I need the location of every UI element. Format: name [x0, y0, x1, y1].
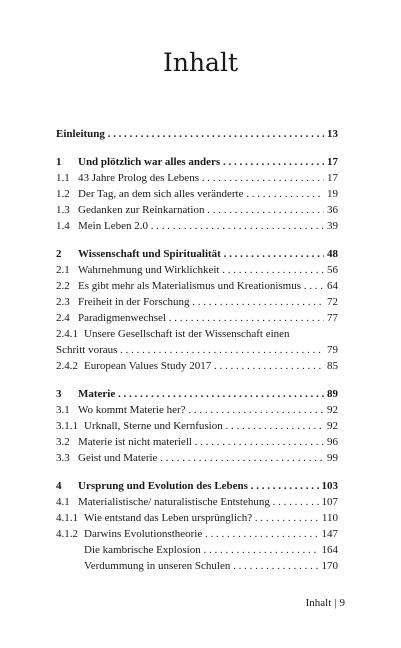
toc-entry-text: European Values Study 2017 . . . — [84, 358, 338, 374]
toc-entry-page: 96 — [324, 434, 338, 450]
toc-entry-text: Der Tag, an dem sich alles veränderte . . . — [78, 186, 338, 202]
toc-entry-text: Paradigmenwechsel . . . — [78, 310, 338, 326]
toc-entry-page: 164 — [319, 542, 339, 558]
toc-entry-page: 36 — [324, 202, 338, 218]
toc-entry[interactable] — [56, 418, 338, 434]
toc-entry-number: 2.4 — [56, 312, 70, 324]
toc-entry[interactable] — [56, 326, 338, 342]
toc-entry-number: 4.1.1 — [56, 512, 78, 524]
toc-entry-number: 2.3 — [56, 296, 70, 308]
toc-entry[interactable] — [56, 542, 338, 558]
toc-entry-number: 1.1 — [56, 172, 70, 184]
toc-entry[interactable] — [56, 510, 338, 526]
toc-entry-page: 64 — [324, 278, 338, 294]
toc-entry-text: Wie entstand das Leben ursprünglich? . . . — [84, 510, 338, 526]
toc-entry-page: 147 — [319, 526, 339, 542]
running-header-label: Inhalt — [305, 597, 332, 609]
toc-entry-text: Einleitung . . . — [56, 126, 338, 142]
toc-chapter-2[interactable] — [56, 246, 338, 262]
toc-entry-page: 19 — [324, 186, 338, 202]
toc-entry-number: 2.2 — [56, 280, 70, 292]
toc-entry-page: 92 — [324, 402, 338, 418]
toc-entry-page: 170 — [319, 558, 339, 574]
toc-entry-text: Geist und Materie . . . — [78, 450, 338, 466]
toc-entry-text: Materialistische/ naturalistische Entstehung . . . — [78, 494, 338, 510]
toc-entry-text: Darwins Evolutionstheorie . . . — [84, 526, 338, 542]
toc-entry-text: Freiheit in der Forschung . . . — [78, 294, 338, 310]
toc-entry-page: 92 — [324, 418, 338, 434]
toc-entry-text: Ursprung und Evolution des Lebens . . . — [78, 478, 338, 494]
toc-entry-page: 110 — [319, 510, 338, 526]
toc-entry-number: 2.4.2 — [56, 360, 78, 372]
toc-entry-text: Unsere Gesellschaft ist der Wissenschaft einen — [84, 328, 290, 340]
toc-entry-number: 2.4.1 — [56, 328, 78, 340]
toc-entry[interactable] — [56, 202, 338, 218]
toc-entry-text: Mein Leben 2.0 . . . — [78, 218, 338, 234]
toc-entry-number: 4.1 — [56, 496, 70, 508]
toc-entry[interactable] — [56, 434, 338, 450]
toc-entry-text: Urknall, Sterne und Kernfusion . . . — [84, 418, 338, 434]
toc-entry[interactable] — [56, 218, 338, 234]
toc-entry-page: 85 — [324, 358, 338, 374]
toc-entry-number: 3.3 — [56, 452, 70, 464]
toc-entry-continuation[interactable] — [56, 342, 338, 358]
toc-entry-page: 103 — [319, 478, 339, 494]
toc-entry-number: 2 — [56, 248, 62, 260]
toc-entry-number: 3 — [56, 388, 62, 400]
toc-entry-text: Schritt voraus . . . — [56, 342, 338, 358]
toc-entry-page: 77 — [324, 310, 338, 326]
toc-entry-text: Materie . . . — [78, 386, 338, 402]
toc-entry-number: 3.1.1 — [56, 420, 78, 432]
toc-entry[interactable] — [56, 450, 338, 466]
toc-entry-number: 1.2 — [56, 188, 70, 200]
toc-entry[interactable] — [56, 262, 338, 278]
toc-entry[interactable] — [56, 278, 338, 294]
toc-entry-text: Wahrnehmung und Wirklichkeit . . . — [78, 262, 338, 278]
toc-entry-text: Verdummung in unseren Schulen . . . — [84, 558, 338, 574]
toc-entry[interactable] — [56, 186, 338, 202]
page-title: Inhalt — [162, 48, 239, 77]
toc-entry-number: 3.1 — [56, 404, 70, 416]
toc-entry-page: 48 — [324, 246, 338, 262]
toc-entry-page: 39 — [324, 218, 338, 234]
toc-entry-introduction[interactable] — [56, 126, 338, 142]
toc-entry-number: 1 — [56, 156, 62, 168]
toc-entry-number: 1.4 — [56, 220, 70, 232]
toc-chapter-3[interactable] — [56, 386, 338, 402]
toc-entry-text: Wissenschaft und Spiritualität . . . — [78, 246, 338, 262]
toc-entry-text: Materie ist nicht materiell . . . — [78, 434, 338, 450]
toc-entry-number: 3.2 — [56, 436, 70, 448]
toc-entry-text: Wo kommt Materie her? . . . — [78, 402, 338, 418]
toc-entry-text: Und plötzlich war alles anders . . . — [78, 154, 338, 170]
toc-entry[interactable] — [56, 358, 338, 374]
toc-entry-text: Es gibt mehr als Materialismus und Kreationismus . . . — [78, 278, 338, 294]
toc-entry[interactable] — [56, 310, 338, 326]
table-of-contents — [56, 126, 338, 574]
toc-entry-page: 79 — [324, 342, 338, 358]
page-number: 9 — [339, 597, 345, 609]
toc-chapter-1[interactable] — [56, 154, 338, 170]
toc-entry-text: Gedanken zur Reinkarnation . . . — [78, 202, 338, 218]
toc-entry[interactable] — [56, 558, 338, 574]
toc-entry-page: 17 — [324, 170, 338, 186]
toc-entry-text: Die kambrische Explosion . . . — [84, 542, 338, 558]
footer-separator: | — [334, 597, 337, 609]
toc-entry[interactable] — [56, 170, 338, 186]
page-footer — [306, 597, 345, 609]
toc-entry-number: 4 — [56, 480, 62, 492]
toc-entry-page: 107 — [319, 494, 339, 510]
toc-chapter-4[interactable] — [56, 478, 338, 494]
toc-entry-page: 72 — [324, 294, 338, 310]
toc-entry-page: 17 — [324, 154, 338, 170]
toc-entry-page: 99 — [324, 450, 338, 466]
toc-entry[interactable] — [56, 494, 338, 510]
toc-entry-text: 43 Jahre Prolog des Lebens . . . — [78, 170, 338, 186]
toc-entry[interactable] — [56, 402, 338, 418]
toc-entry-number: 1.3 — [56, 204, 70, 216]
toc-entry[interactable] — [56, 526, 338, 542]
toc-entry-page: 56 — [324, 262, 338, 278]
toc-entry-number: 2.1 — [56, 264, 70, 276]
toc-entry[interactable] — [56, 294, 338, 310]
toc-entry-number: 4.1.2 — [56, 528, 78, 540]
toc-entry-page: 13 — [324, 126, 338, 142]
toc-entry-page: 89 — [324, 386, 338, 402]
